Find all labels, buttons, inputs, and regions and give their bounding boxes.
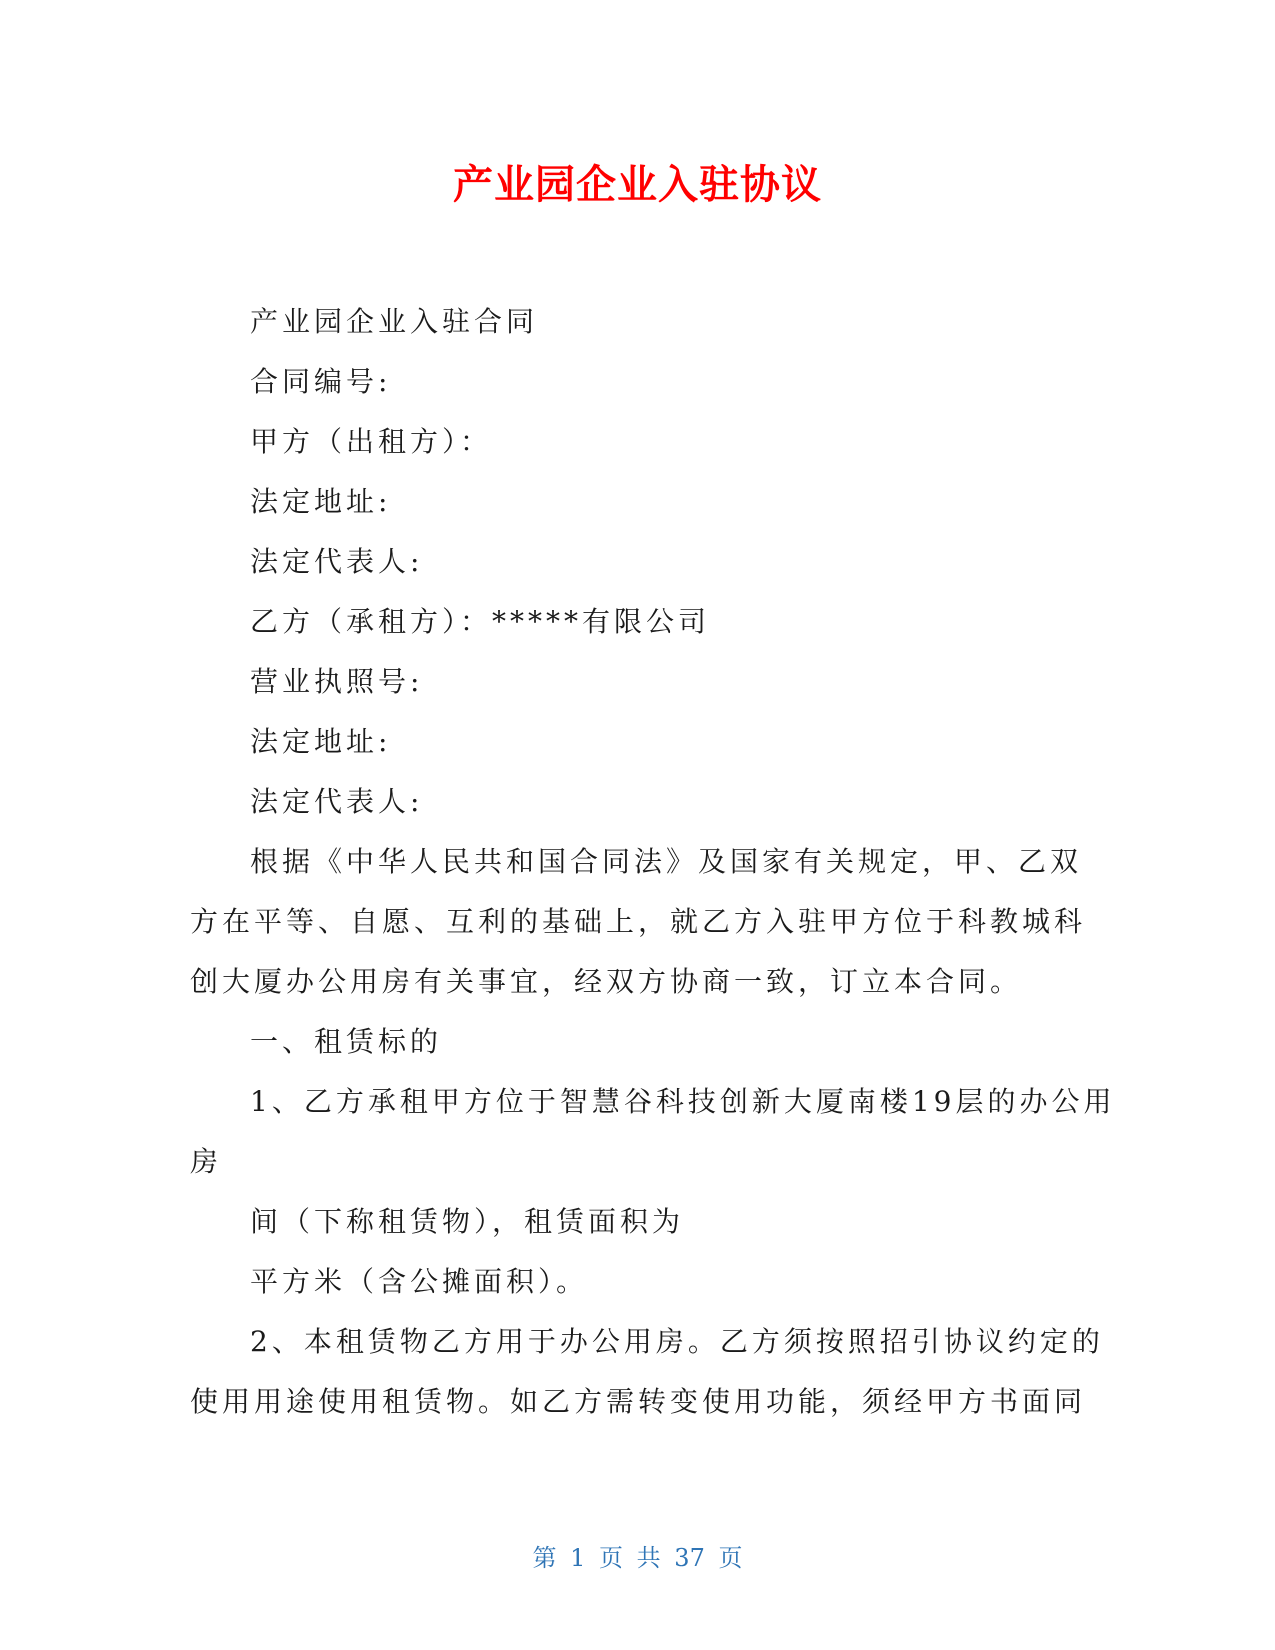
clause-line: 2、本租赁物乙方用于办公用房。乙方须按照招引协议约定的 (250, 1325, 1104, 1358)
party-a-representative-field: 法定代表人: (250, 545, 424, 578)
party-b-representative-field: 法定代表人: (250, 785, 424, 818)
clause-line: 平方米（含公摊面积）。 (250, 1265, 589, 1298)
page-number-footer: 第 1 页 共 37 页 (532, 1544, 743, 1572)
party-b-field: 乙方（承租方）：*****有限公司 (250, 605, 711, 638)
party-a-address-field: 法定地址: (250, 485, 392, 518)
document-title: 产业园企业入驻协议 (453, 162, 822, 208)
clause-line: 间（下称租赁物），租赁面积为 (250, 1205, 685, 1238)
contract-heading: 产业园企业入驻合同 (250, 305, 539, 338)
section-heading: 一、租赁标的 (250, 1025, 443, 1058)
preamble-line: 创大厦办公用房有关事宜，经双方协商一致，订立本合同。 (190, 965, 1023, 998)
clause-line: 1、乙方承租甲方位于智慧谷科技创新大厦南楼19层的办公用 (250, 1085, 1116, 1118)
party-a-field: 甲方（出租方）： (250, 425, 493, 458)
preamble-line: 根据《中华人民共和国合同法》及国家有关规定，甲、乙双 (250, 845, 1083, 878)
clause-line: 房 (190, 1145, 223, 1178)
contract-number-field: 合同编号: (250, 365, 392, 398)
business-license-field: 营业执照号: (250, 665, 424, 698)
clause-line: 使用用途使用租赁物。如乙方需转变使用功能，须经甲方书面同 (190, 1385, 1087, 1418)
party-b-address-field: 法定地址: (250, 725, 392, 758)
preamble-line: 方在平等、自愿、互利的基础上，就乙方入驻甲方位于科教城科 (190, 905, 1087, 938)
document-body (190, 292, 1116, 1432)
